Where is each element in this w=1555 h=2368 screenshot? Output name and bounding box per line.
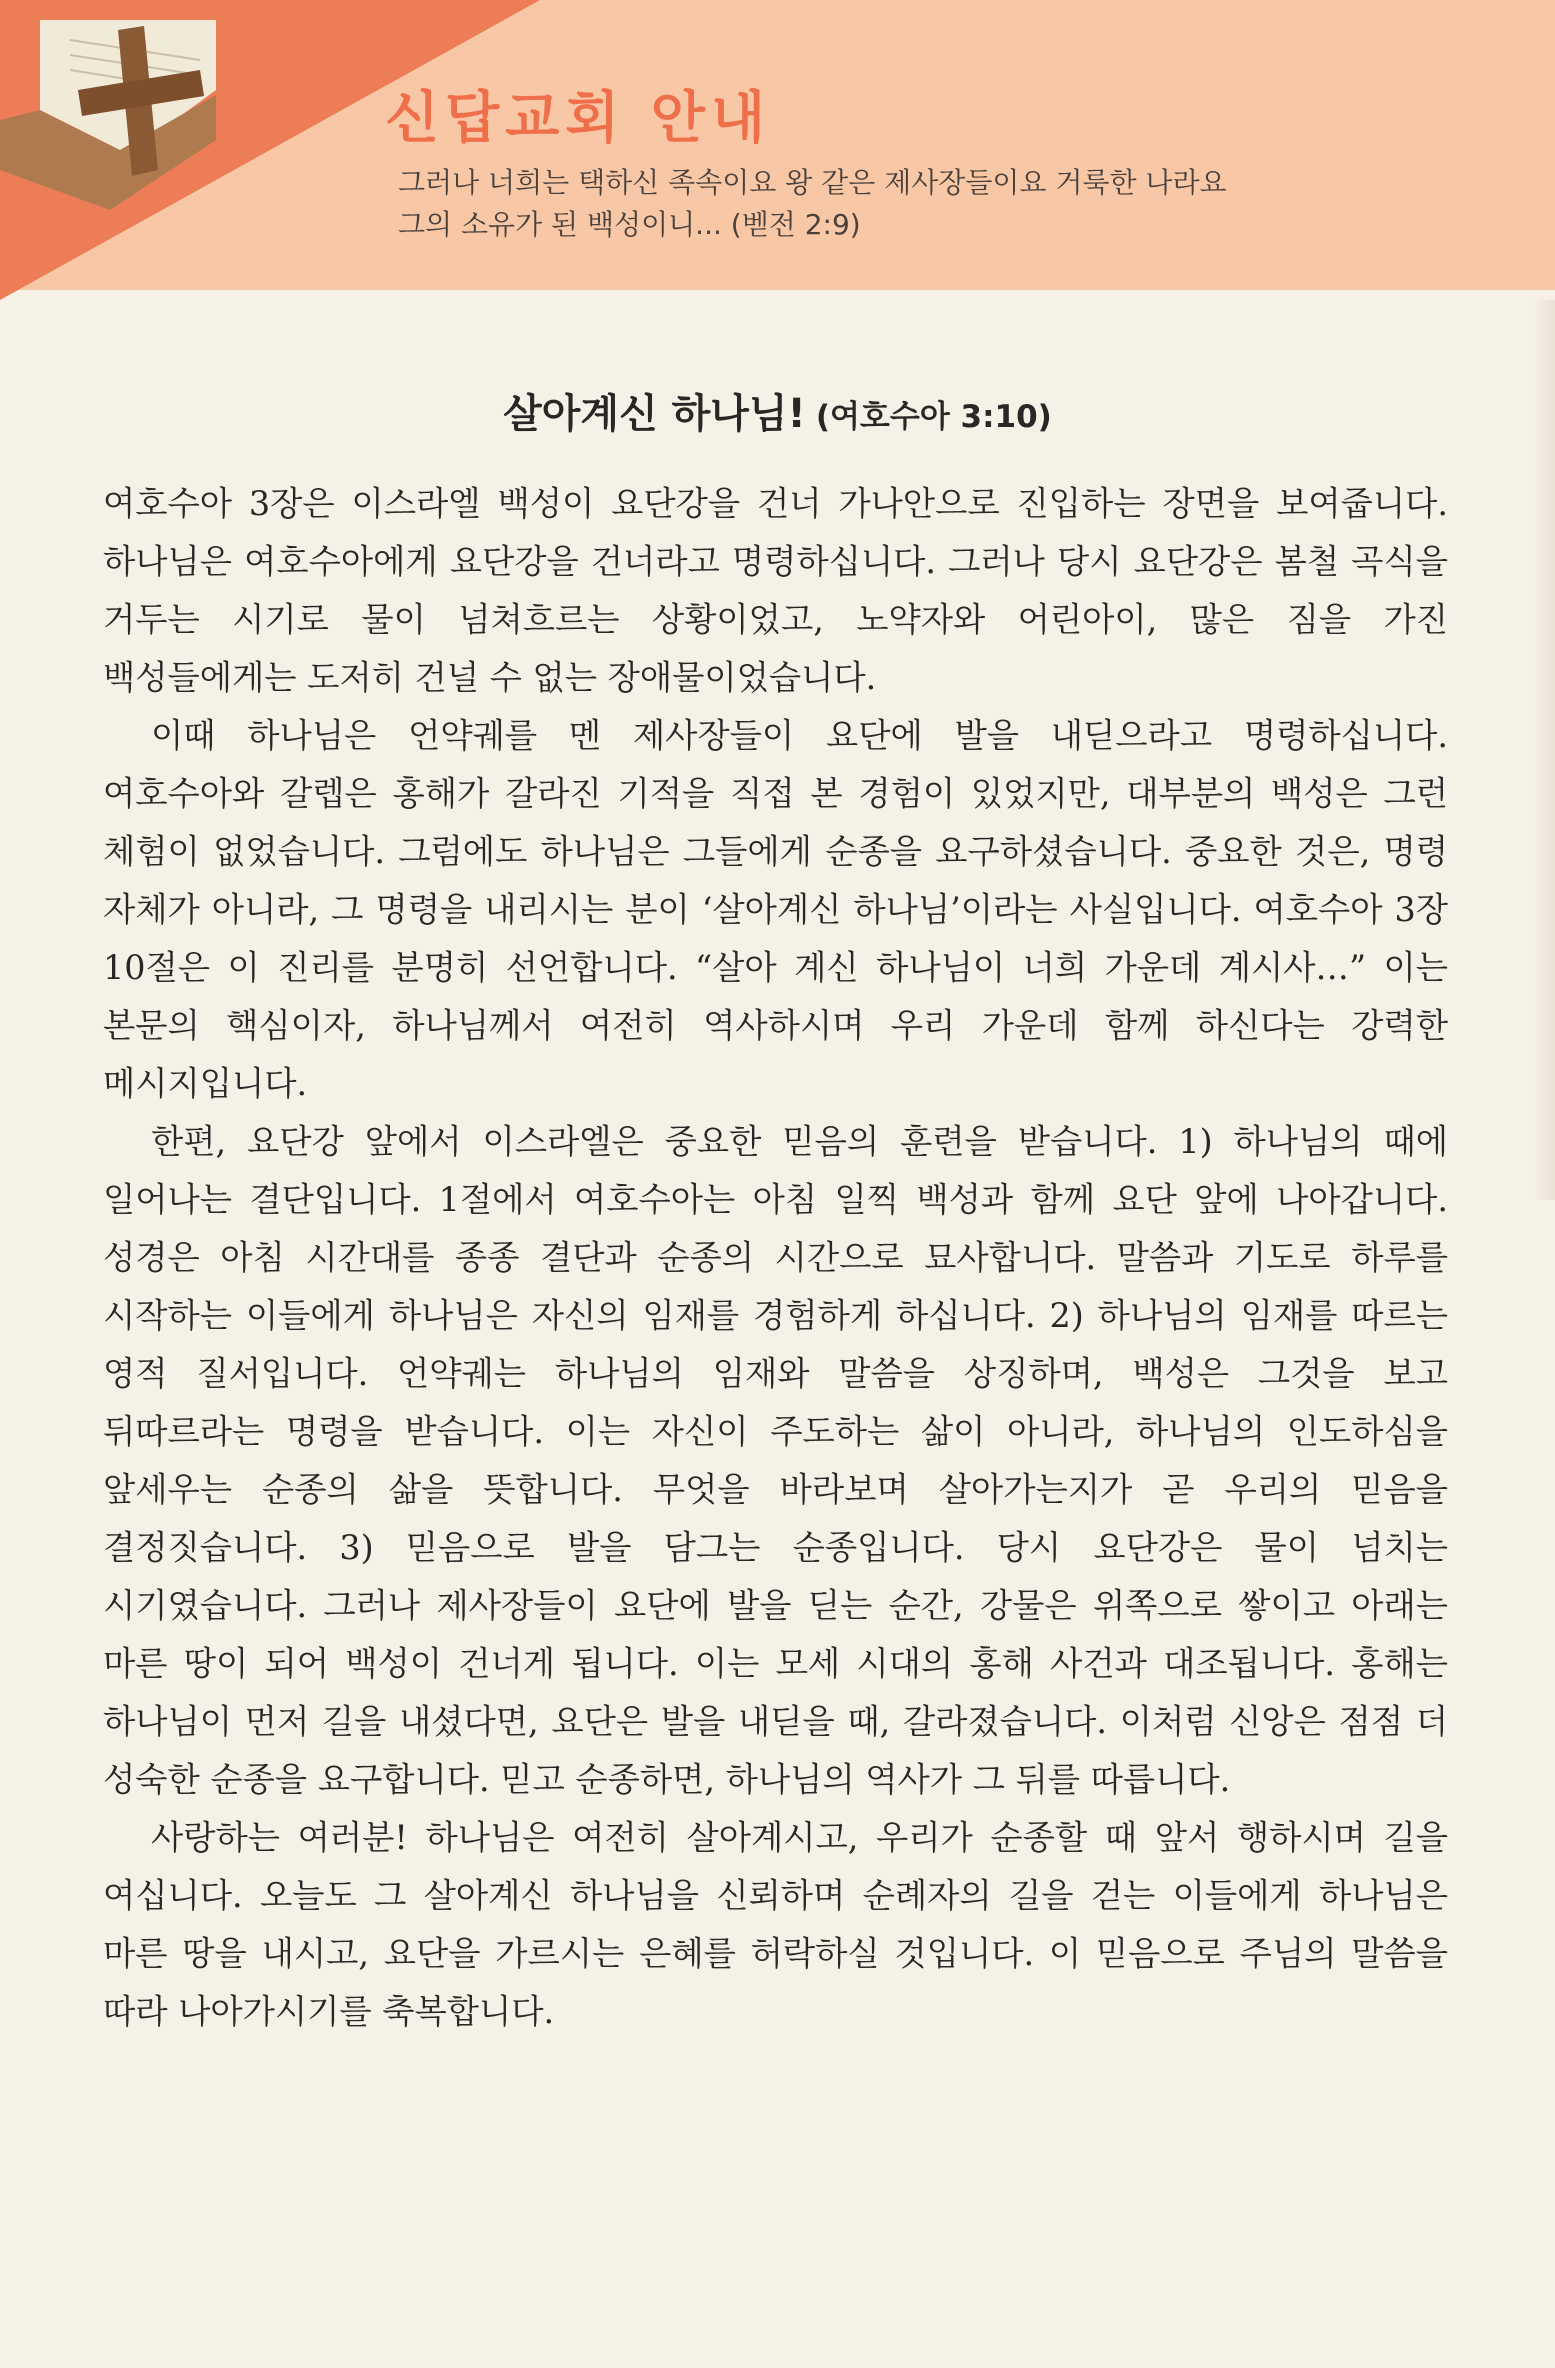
article-body [103,475,1448,2041]
page-edge-shadow [1533,300,1555,1200]
scripture-reference: (여호수아 3:10) [815,399,1052,435]
paragraph-3: 한편, 요단강 앞에서 이스라엘은 중요한 믿음의 훈련을 받습니다. 1) 하나님의 때에 일어나는 결단입니다. 1절에서 여호수아는 아침 일찍 백성과 함께 요단 앞에 나아갑니다. 성경은 아침 시간대를 종종 결단과 순종의 시간으로 묘사합니다. 말씀과 기도로 하루를 시작하는 이들에게 하나님은 자신의 임재를 경험하게 하십니다. 2) 하나님의 임재를 따르는 영적 질서입니다. 언약궤는 하나님의 임재와 말씀을 상징하며, 백성은 그것을 보고 뒤따르라는 명령을 받습니다. 이는 자신이 주도하는 삶이 아니라, 하나님의 인도하심을 앞세우는 순종의 삶을 뜻합니다. 무엇을 바라보며 살아가는지가 곧 우리의 믿음을 결정짓습니다. 3) 믿음으로 발을 담그는 순종입니다. 당시 요단강은 물이 넘치는 시기였습니다. 그러나 제사장들이 요단에 발을 딛는 순간, 강물은 위쪽으로 쌓이고 아래는 마른 땅이 되어 백성이 건너게 됩니다. 이는 모세 시대의 홍해 사건과 대조됩니다. 홍해는 하나님이 먼저 길을 내셨다면, 요단은 발을 내딛을 때, 갈라졌습니다. 이처럼 신앙은 점점 더 성숙한 순종을 요구합니다. 믿고 순종하면, 하나님의 역사가 그 뒤를 따릅니다. [103,1122,1448,1799]
cross-bible-photo [0,0,216,224]
paragraph-4: 사랑하는 여러분! 하나님은 여전히 살아계시고, 우리가 순종할 때 앞서 행하시며 길을 여십니다. 오늘도 그 살아계신 하나님을 신뢰하며 순례자의 길을 걷는 이들에게 하나님은 마른 땅을 내시고, 요단을 가르시는 은혜를 허락하실 것입니다. 이 믿음으로 주님의 말씀을 따라 나아가시기를 축복합니다. [103,1818,1448,2031]
header-title: 신답교회 안내 [385,86,772,151]
paragraph-2: 이때 하나님은 언약궤를 멘 제사장들이 요단에 발을 내딛으라고 명령하십니다. 여호수아와 갈렙은 홍해가 갈라진 기적을 직접 본 경험이 있었지만, 대부분의 백성은 그런 체험이 없었습니다. 그럼에도 하나님은 그들에게 순종을 요구하셨습니다. 중요한 것은, 명령 자체가 아니라, 그 명령을 내리시는 분이 ‘살아계신 하나님’이라는 사실입니다. 여호수아 3장 10절은 이 진리를 분명히 선언합니다. “살아 계신 하나님이 너희 가운데 계시사…” 이는 본문의 핵심이자, 하나님께서 여전히 역사하시며 우리 가운데 함께 하신다는 강력한 메시지입니다. [103,716,1448,1103]
article-title [0,382,1555,439]
header-banner [0,0,1555,290]
article-title-text: 살아계신 하나님! [503,391,806,437]
verse-line-1: 그러나 너희는 택하신 족속이요 왕 같은 제사장들이요 거룩한 나라요 [398,166,1227,199]
paragraph-1: 여호수아 3장은 이스라엘 백성이 요단강을 건너 가나안으로 진입하는 장면을 보여줍니다. 하나님은 여호수아에게 요단강을 건너라고 명령하십니다. 그러나 당시 요단강은 봄철 곡식을 거두는 시기로 물이 넘쳐흐르는 상황이었고, 노약자와 어린아이, 많은 짐을 가진 백성들에게는 도저히 건널 수 없는 장애물이었습니다. [103,484,1448,697]
header-verse [398,162,1398,246]
verse-line-2: 그의 소유가 된 백성이니... (벧전 2:9) [398,208,861,241]
